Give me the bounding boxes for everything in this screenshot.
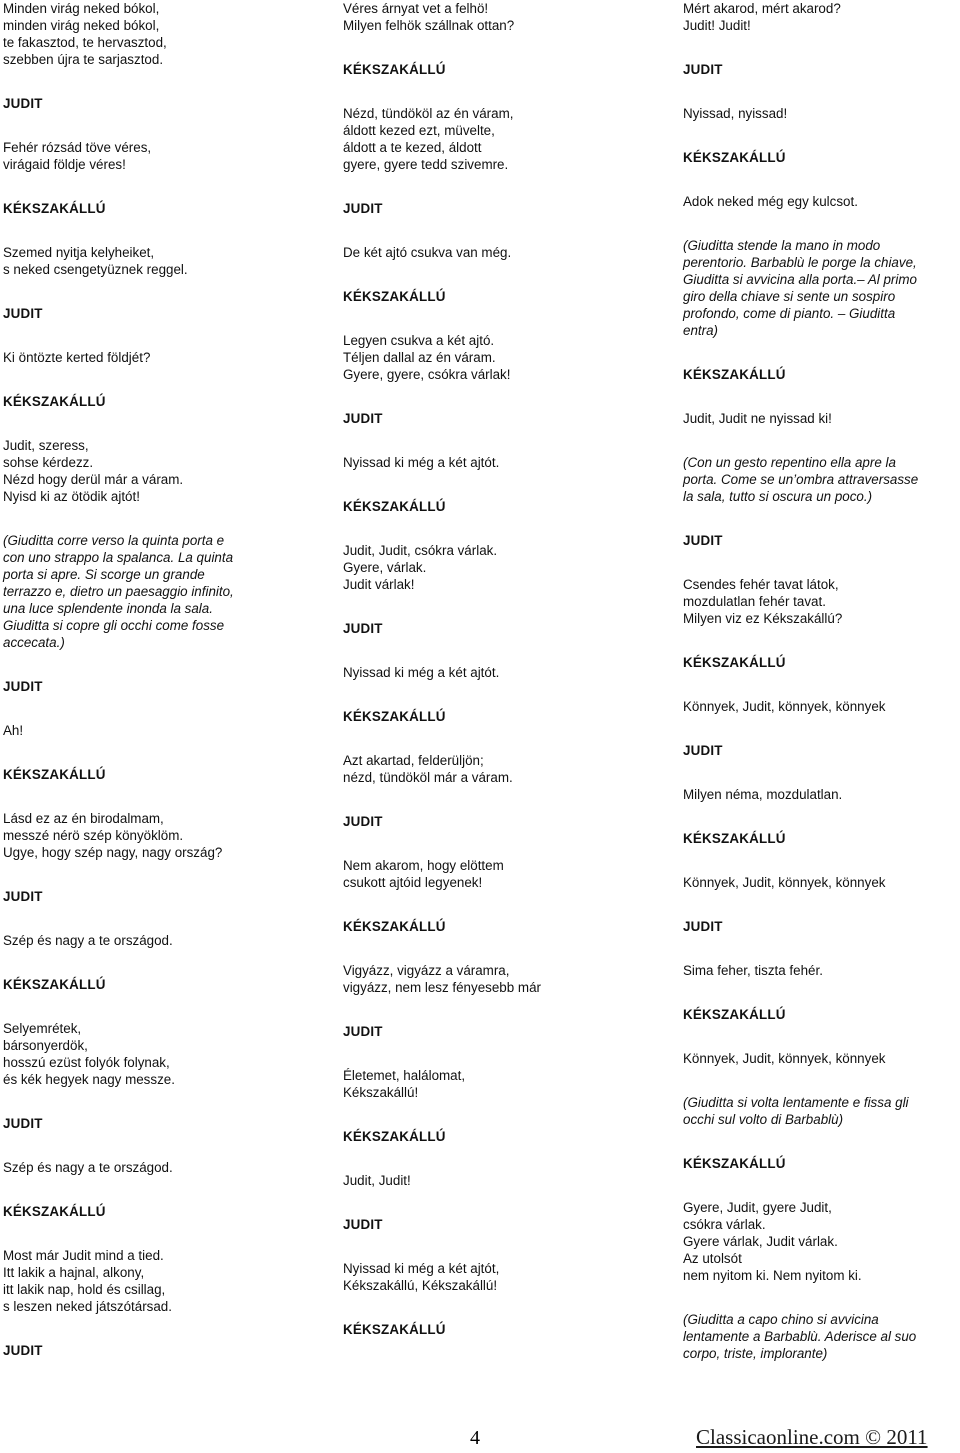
- block-spacer: [683, 122, 958, 149]
- block-spacer: [683, 1067, 958, 1094]
- block-spacer: [683, 1128, 958, 1155]
- stage-direction: (Giuditta si volta lentamente e fissa gli occhi sul volto di Barbablù): [683, 1095, 909, 1127]
- sung-text: Sima feher, tiszta fehér.: [683, 963, 823, 978]
- block-spacer: [343, 1040, 643, 1067]
- speaker-name: KÉKSZAKÁLLÚ: [683, 831, 786, 846]
- sung-text: Nyissad, nyissad!: [683, 106, 788, 121]
- sung-text: Csendes fehér tavat látok, mozdulatlan fehér tavat. Milyen viz ez Kékszakállú?: [683, 577, 843, 626]
- block-spacer: [343, 34, 643, 61]
- speaker-name: JUDIT: [3, 889, 43, 904]
- block-spacer: [683, 427, 958, 454]
- block-spacer: [683, 671, 958, 698]
- block-spacer: [3, 695, 303, 722]
- sung-text: Gyere, Judit, gyere Judit, csókra várlak. Gyere várlak, Judit várlak. Az utolsót nem nyitom ki. Nem nyitom ki.: [683, 1200, 862, 1283]
- sung-text: Fehér rózsád töve véres, virágaid földje véres!: [3, 140, 152, 172]
- speaker-name: KÉKSZAKÁLLÚ: [3, 1204, 106, 1219]
- stage-direction: (Giuditta a capo chino si avvicina lentamente a Barbablù. Aderisce al suo corpo, triste, implorante): [683, 1312, 917, 1361]
- block-spacer: [683, 166, 958, 193]
- block-spacer: [3, 1220, 303, 1247]
- speaker-name: KÉKSZAKÁLLÚ: [3, 201, 106, 216]
- speaker-name: KÉKSZAKÁLLÚ: [343, 1129, 446, 1144]
- sung-text: Mért akarod, mért akarod? Judit! Judit!: [683, 1, 841, 33]
- sung-text: Ah!: [3, 723, 24, 738]
- block-spacer: [343, 515, 643, 542]
- sung-text: Nézd, tündököl az én váram, áldott kezed ezt, müvelte, áldott a te kezed, áldott gyere, gyere tedd szivemre.: [343, 106, 514, 172]
- speaker-name: JUDIT: [343, 814, 383, 829]
- block-spacer: [343, 305, 643, 332]
- block-spacer: [343, 830, 643, 857]
- block-spacer: [683, 935, 958, 962]
- block-spacer: [343, 935, 643, 962]
- speaker-name: JUDIT: [3, 1343, 43, 1358]
- block-spacer: [3, 905, 303, 932]
- block-spacer: [683, 505, 958, 532]
- block-spacer: [3, 1315, 303, 1342]
- block-spacer: [343, 891, 643, 918]
- speaker-name: KÉKSZAKÁLLÚ: [683, 1007, 786, 1022]
- sung-text: Lásd ez az én birodalmam, messzé nérö szép könyöklöm. Ugye, hogy szép nagy, nagy ország?: [3, 811, 223, 860]
- speaker-name: KÉKSZAKÁLLÚ: [343, 1322, 446, 1337]
- block-spacer: [3, 505, 303, 532]
- block-spacer: [343, 786, 643, 813]
- speaker-name: KÉKSZAKÁLLÚ: [683, 367, 786, 382]
- sung-text: De két ajtó csukva van még.: [343, 245, 512, 260]
- block-spacer: [3, 322, 303, 349]
- speaker-name: KÉKSZAKÁLLÚ: [683, 1156, 786, 1171]
- block-spacer: [683, 759, 958, 786]
- block-spacer: [343, 996, 643, 1023]
- sung-text: Nem akarom, hogy elöttem csukott ajtóid legyenek!: [343, 858, 504, 890]
- block-spacer: [3, 410, 303, 437]
- speaker-name: JUDIT: [683, 743, 723, 758]
- page-number: 4: [470, 1427, 480, 1449]
- block-spacer: [683, 627, 958, 654]
- block-spacer: [683, 1172, 958, 1199]
- block-spacer: [343, 725, 643, 752]
- speaker-name: JUDIT: [343, 1024, 383, 1039]
- block-spacer: [343, 217, 643, 244]
- speaker-name: JUDIT: [683, 919, 723, 934]
- speaker-name: JUDIT: [343, 411, 383, 426]
- block-spacer: [3, 949, 303, 976]
- sung-text: Most már Judit mind a tied. Itt lakik a hajnal, alkony, itt lakik nap, hold és csillag, s leszen neked játszótársad.: [3, 1248, 172, 1314]
- block-spacer: [3, 68, 303, 95]
- block-spacer: [683, 1284, 958, 1311]
- block-spacer: [343, 261, 643, 288]
- stage-direction: (Giuditta stende la mano in modo perentorio. Barbablù le porge la chiave, Giuditta si avvicina alla porta.– Al primo giro della chiave si sente un sospiro profondo, come di pianto. – Giuditta entra): [683, 238, 917, 338]
- copyright-link[interactable]: Classicaonline.com © 2011: [696, 1425, 928, 1449]
- sung-text: Nyissad ki még a két ajtót.: [343, 455, 500, 470]
- block-spacer: [683, 891, 958, 918]
- block-spacer: [683, 34, 958, 61]
- sung-text: Minden virág neked bókol, minden virág neked bókol, te fakasztod, te hervasztod, szebben újra te sarjasztod.: [3, 1, 167, 67]
- block-spacer: [3, 112, 303, 139]
- block-spacer: [683, 339, 958, 366]
- sung-text: Szemed nyitja kelyheiket, s neked csengetyüznek reggel.: [3, 245, 188, 277]
- block-spacer: [683, 847, 958, 874]
- block-spacer: [343, 78, 643, 105]
- sung-text: Judit, Judit, csókra várlak. Gyere, várlak. Judit várlak!: [343, 543, 498, 592]
- speaker-name: JUDIT: [3, 679, 43, 694]
- block-spacer: [3, 173, 303, 200]
- block-spacer: [683, 803, 958, 830]
- sung-text: Judit, Judit!: [343, 1173, 411, 1188]
- speaker-name: KÉKSZAKÁLLÚ: [343, 919, 446, 934]
- sung-text: Könnyek, Judit, könnyek, könnyek: [683, 1051, 886, 1066]
- block-spacer: [3, 278, 303, 305]
- sung-text: Selyemrétek, bársonyerdök, hosszú ezüst folyók folynak, és kék hegyek nagy messze.: [3, 1021, 175, 1087]
- right-column: [683, 0, 958, 1362]
- block-spacer: [343, 1101, 643, 1128]
- speaker-name: KÉKSZAKÁLLÚ: [683, 150, 786, 165]
- speaker-name: JUDIT: [3, 306, 43, 321]
- left-column: [3, 0, 303, 1359]
- stage-direction: (Con un gesto repentino ella apre la porta. Come se un’ombra attraversasse la sala, tutto si oscura un poco.): [683, 455, 919, 504]
- block-spacer: [343, 1189, 643, 1216]
- speaker-name: JUDIT: [343, 1217, 383, 1232]
- sung-text: Szép és nagy a te országod.: [3, 1160, 173, 1175]
- block-spacer: [683, 549, 958, 576]
- block-spacer: [683, 383, 958, 410]
- block-spacer: [343, 593, 643, 620]
- block-spacer: [343, 427, 643, 454]
- block-spacer: [343, 383, 643, 410]
- speaker-name: JUDIT: [683, 62, 723, 77]
- sung-text: Szép és nagy a te országod.: [3, 933, 173, 948]
- block-spacer: [343, 471, 643, 498]
- sung-text: Ki öntözte kerted földjét?: [3, 350, 151, 365]
- block-spacer: [3, 651, 303, 678]
- speaker-name: KÉKSZAKÁLLÚ: [3, 977, 106, 992]
- speaker-name: JUDIT: [343, 621, 383, 636]
- sung-text: Judit, Judit ne nyissad ki!: [683, 411, 832, 426]
- block-spacer: [343, 173, 643, 200]
- block-spacer: [683, 715, 958, 742]
- speaker-name: KÉKSZAKÁLLÚ: [343, 499, 446, 514]
- block-spacer: [343, 637, 643, 664]
- sung-text: Legyen csukva a két ajtó. Téljen dallal az én váram. Gyere, gyere, csókra várlak!: [343, 333, 511, 382]
- speaker-name: KÉKSZAKÁLLÚ: [3, 394, 106, 409]
- block-spacer: [3, 1132, 303, 1159]
- sung-text: Életemet, halálomat, Kékszakállú!: [343, 1068, 466, 1100]
- speaker-name: JUDIT: [3, 96, 43, 111]
- block-spacer: [3, 217, 303, 244]
- sung-text: Könnyek, Judit, könnyek, könnyek: [683, 699, 886, 714]
- block-spacer: [343, 1294, 643, 1321]
- speaker-name: KÉKSZAKÁLLÚ: [683, 655, 786, 670]
- block-spacer: [683, 1023, 958, 1050]
- sung-text: Nyissad ki még a két ajtót, Kékszakállú, Kékszakállú!: [343, 1261, 500, 1293]
- speaker-name: KÉKSZAKÁLLÚ: [343, 709, 446, 724]
- sung-text: Véres árnyat vet a felhö! Milyen felhök szállnak ottan?: [343, 1, 515, 33]
- speaker-name: KÉKSZAKÁLLÚ: [3, 767, 106, 782]
- block-spacer: [3, 1088, 303, 1115]
- sung-text: Nyissad ki még a két ajtót.: [343, 665, 500, 680]
- block-spacer: [683, 78, 958, 105]
- sung-text: Azt akartad, felderüljön; nézd, tündököl már a váram.: [343, 753, 513, 785]
- block-spacer: [683, 979, 958, 1006]
- speaker-name: KÉKSZAKÁLLÚ: [343, 289, 446, 304]
- speaker-name: KÉKSZAKÁLLÚ: [343, 62, 446, 77]
- block-spacer: [3, 783, 303, 810]
- block-spacer: [3, 366, 303, 393]
- block-spacer: [683, 210, 958, 237]
- middle-column: [343, 0, 643, 1338]
- speaker-name: JUDIT: [343, 201, 383, 216]
- block-spacer: [343, 681, 643, 708]
- sung-text: Könnyek, Judit, könnyek, könnyek: [683, 875, 886, 890]
- block-spacer: [3, 861, 303, 888]
- sung-text: Adok neked még egy kulcsot.: [683, 194, 858, 209]
- speaker-name: JUDIT: [683, 533, 723, 548]
- block-spacer: [3, 1176, 303, 1203]
- sung-text: Milyen néma, mozdulatlan.: [683, 787, 843, 802]
- block-spacer: [343, 1233, 643, 1260]
- speaker-name: JUDIT: [3, 1116, 43, 1131]
- block-spacer: [3, 993, 303, 1020]
- block-spacer: [343, 1145, 643, 1172]
- block-spacer: [3, 739, 303, 766]
- stage-direction: (Giuditta corre verso la quinta porta e con uno strappo la spalanca. La quinta porta si apre. Si scorge un grande terrazzo e, dietro un paesaggio infinito, una luce splendente inonda la sala. Giuditta si copre gli occhi come fosse accecata.): [3, 533, 234, 650]
- sung-text: Vigyázz, vigyázz a váramra, vigyázz, nem lesz fényesebb már: [343, 963, 541, 995]
- sung-text: Judit, szeress, sohse kérdezz. Nézd hogy derül már a váram. Nyisd ki az ötödik ajtót!: [3, 438, 184, 504]
